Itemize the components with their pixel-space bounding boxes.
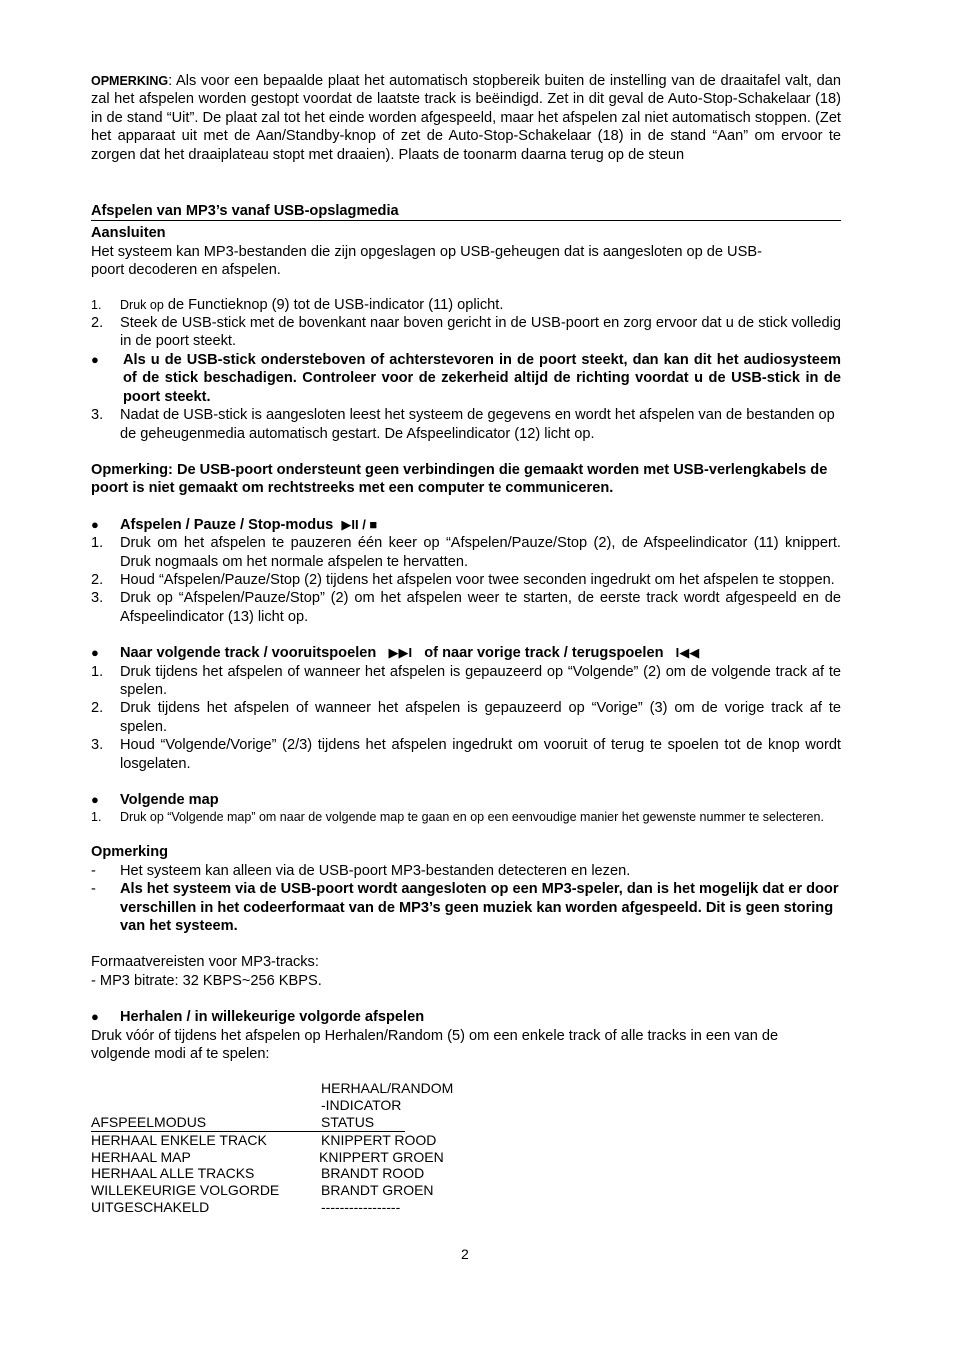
next-folder-heading: ● Volgende map [91,792,219,808]
connect-text: Het systeem kan MP3-bestanden die zijn opgeslagen op USB-geheugen dat is aangesloten op de USB-poort decoderen en afspelen. [91,243,762,279]
next-prev-heading: ● Naar volgende track / vooruitspoelen ▶▶I of naar vorige track / terugspoelen I◀◀ [91,645,700,662]
intro-label: OPMERKING [91,74,169,88]
remark-title: Opmerking [91,844,169,861]
table-row: HERHAAL ALLE TRACKS BRANDT ROOD [91,1165,425,1182]
list-item: 1. Druk tijdens het afspelen of wanneer het afspelen is gepauzeerd op “Volgende” (2) om de volgende track af te spelen. [91,663,841,698]
remark-item: - Het systeem kan alleen via de USB-poort MP3-bestanden detecteren en lezen. [91,862,631,879]
list-item: 2. Houd “Afspelen/Pauze/Stop (2) tijdens het afspelen voor twee seconden ingedrukt om het afspelen te stoppen. [91,571,835,588]
format-line: - MP3 bitrate: 32 KBPS~256 KBPS. [91,972,322,989]
play-pause-heading: ● Afspelen / Pauze / Stop-modus ▶II / ■ [91,516,378,533]
table-header: -INDICATOR [321,1097,402,1114]
list-item: 2. Steek de USB-stick met de bovenkant naar boven gericht in de USB-poort en zorg ervoor dat u de stick volledig in de poort steekt. [91,315,841,350]
list-item: 1. Druk om het afspelen te pauzeren één keer op “Afspelen/Pauze/Stop (2), de Afspeelindicator (11) knippert. Druk nogmaals om het normale afspelen te hervatten. [91,535,841,570]
table-header: STATUS [321,1114,375,1131]
table-row: HERHAAL MAP KNIPPERT GROEN [91,1148,444,1165]
bullet-icon: ● [91,792,99,807]
list-item: 3. Nadat de USB-stick is aangesloten leest het systeem de gegevens en wordt het afspelen van de bestanden op de geheugenmedia automatisch gestart. De Afspeelindicator (12) licht op. [91,407,835,442]
bullet-icon: ● [91,516,99,532]
list-item: 1. Druk op de Functieknop (9) tot de USB-indicator (11) oplicht. [91,296,504,313]
play-pause-stop-icon: ▶II / ■ [341,516,378,532]
next-track-icon: ▶▶I [388,645,413,661]
table-row: HERHAAL ENKELE TRACK KNIPPERT ROOD [91,1131,437,1148]
list-item: 3. Houd “Volgende/Vorige” (2/3) tijdens het afspelen ingedrukt om vooruit of terug te spoelen tot de knop wordt losgelaten. [91,737,841,772]
bullet-icon: ● [91,351,99,367]
document-page [91,72,841,1216]
section-title: Afspelen van MP3’s vanaf USB-opslagmedia [91,203,399,220]
bullet-icon: ● [91,1009,99,1025]
table-header: AFSPEELMODUS [91,1114,207,1131]
format-line: Formaatvereisten voor MP3-tracks: [91,954,319,971]
remark-item: - Als het systeem via de USB-poort wordt aangesloten op een MP3-speler, dan is het mogelijk dat er door verschillen in het codeerformaat van de MP3’s geen muziek kan worden afgespeeld. Dit is geen storing van het systeem. [91,881,839,935]
previous-track-icon: I◀◀ [675,645,700,661]
page-number: 2 [461,1246,469,1262]
mode-table [91,1080,841,1215]
repeat-heading: ● Herhalen / in willekeurige volgorde afspelen [91,1009,425,1026]
section-heading [91,202,841,221]
table-row: WILLEKEURIGE VOLGORDE BRANDT GROEN [91,1182,434,1199]
table-row: UITGESCHAKELD ----------------- [91,1199,401,1216]
list-item: 3. Druk op “Afspelen/Pauze/Stop” (2) om het afspelen weer te starten, de eerste track wordt afgespeeld en de Afspeelindicator (13) licht op. [91,590,841,625]
intro-paragraph [91,72,841,164]
repeat-text: Druk vóór of tijdens het afspelen op Herhalen/Random (5) om een enkele track of alle tracks in een van de volgende modi af te spelen: [91,1027,779,1063]
list-item: 1. Druk op “Volgende map” om naar de volgende map te gaan en op een eenvoudige manier het gewenste nummer te selecteren. [91,810,824,825]
intro-text: : Als voor een bepaalde plaat het automatisch stopbereik buiten de instelling van de draaitafel valt, dan zal het afspelen worden gestopt voordat de laatste track is beëindigd. Zet in dit geval de Auto-Stop-Schakelaar (18) in de stand “Uit”. De plaat zal tot het einde worden afgespeeld, maar het afspelen zal niet automatisch stoppen. (Zet het apparaat uit met de Aan/Standby-knop of zet de Auto-Stop-Schakelaar (18) in de stand “Aan” om ervoor te zorgen dat het draaiplateau stopt met draaien). Plaats de toonarm daarna terug op de steun [91,73,841,163]
table-header: HERHAAL/RANDOM [321,1080,454,1097]
usb-note: Opmerking: De USB-poort ondersteunt geen verbindingen die gemaakt worden met USB-verlengkabels de poort is niet gemaakt om rechtstreeks met een computer te communiceren. [91,461,828,497]
bullet-icon: ● [91,645,99,661]
warning-item: ● Als u de USB-stick ondersteboven of achterstevoren in de poort steekt, dan kan dit het audiosysteem of de stick beschadigen. Controleer voor de zekerheid altijd de richting voordat u de USB-stick in de poort steekt. [91,351,841,405]
list-item: 2. Druk tijdens het afspelen of wanneer het afspelen is gepauzeerd op “Vorige” (3) om de vorige track af te spelen. [91,700,841,735]
connect-title: Aansluiten [91,225,166,242]
